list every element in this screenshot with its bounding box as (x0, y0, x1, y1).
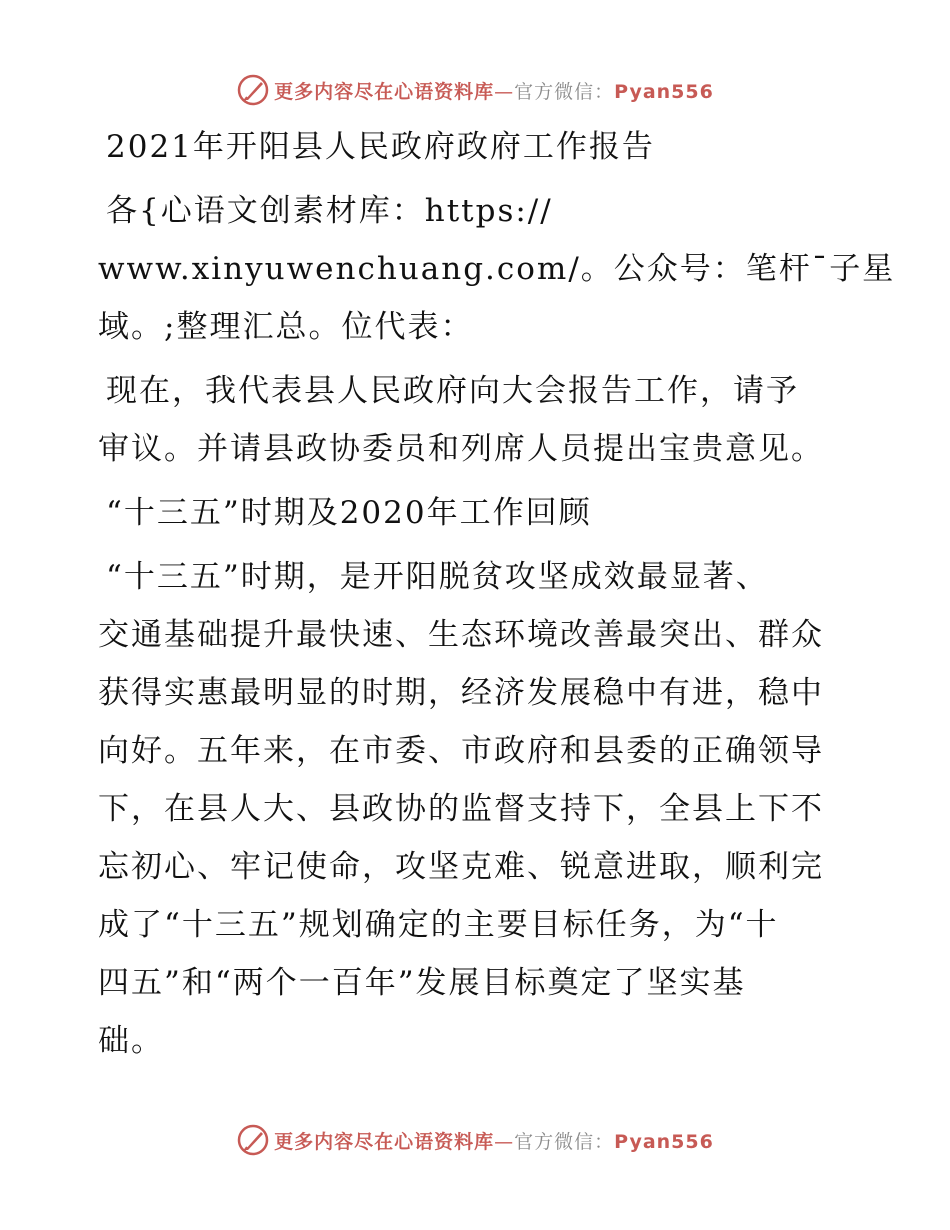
body-line: 忘初心、牢记使命，攻坚克难、锐意进取，顺利完 (98, 849, 824, 885)
watermark-secondary-text: 官方微信： (514, 1130, 615, 1153)
intro-line: 现在，我代表县人民政府向大会报告工作，请予 (106, 373, 799, 409)
greeting-line: www.xinyuwenchuang.com/。公众号：笔杆¯子星 (98, 251, 896, 287)
footer-watermark (0, 1120, 950, 1160)
greeting-line: 域。;整理汇总。位代表： (98, 309, 474, 345)
document-title: 2021年开阳县人民政府政府工作报告 (106, 129, 655, 165)
watermark-dash: — (494, 80, 515, 103)
watermark-dash: — (494, 1130, 515, 1153)
section-heading: “十三五”时期及2020年工作回顾 (106, 495, 592, 531)
body-line: 础。 (98, 1023, 164, 1059)
intro-line: 审议。并请县政协委员和列席人员提出宝贵意见。 (98, 431, 824, 467)
watermark-secondary-text: 官方微信： (514, 80, 615, 103)
body-line: 交通基础提升最快速、生态环境改善最突出、群众 (98, 617, 824, 653)
body-line: 成了“十三五”规划确定的主要目标任务，为“十 (98, 907, 779, 943)
watermark-main-text: 更多内容尽在心语资料库 (274, 80, 495, 103)
watermark-wechat-id: Pyan556 (614, 80, 714, 103)
body-line: 获得实惠最明显的时期，经济发展稳中有进，稳中 (98, 675, 824, 711)
quill-pen-logo-icon (236, 73, 270, 107)
quill-pen-logo-icon (236, 1123, 270, 1157)
header-watermark (0, 70, 950, 110)
body-line: 四五”和“两个一百年”发展目标奠定了坚实基 (98, 965, 746, 1001)
document-body (98, 118, 896, 1070)
greeting-line: 各{心语文创素材库：https:// (106, 193, 553, 229)
body-line: “十三五”时期，是开阳脱贫攻坚成效最显著、 (106, 559, 769, 595)
body-line: 下，在县人大、县政协的监督支持下，全县上下不 (98, 791, 824, 827)
watermark-wechat-id: Pyan556 (614, 1130, 714, 1153)
watermark-main-text: 更多内容尽在心语资料库 (274, 1130, 495, 1153)
body-line: 向好。五年来，在市委、市政府和县委的正确领导 (98, 733, 824, 769)
